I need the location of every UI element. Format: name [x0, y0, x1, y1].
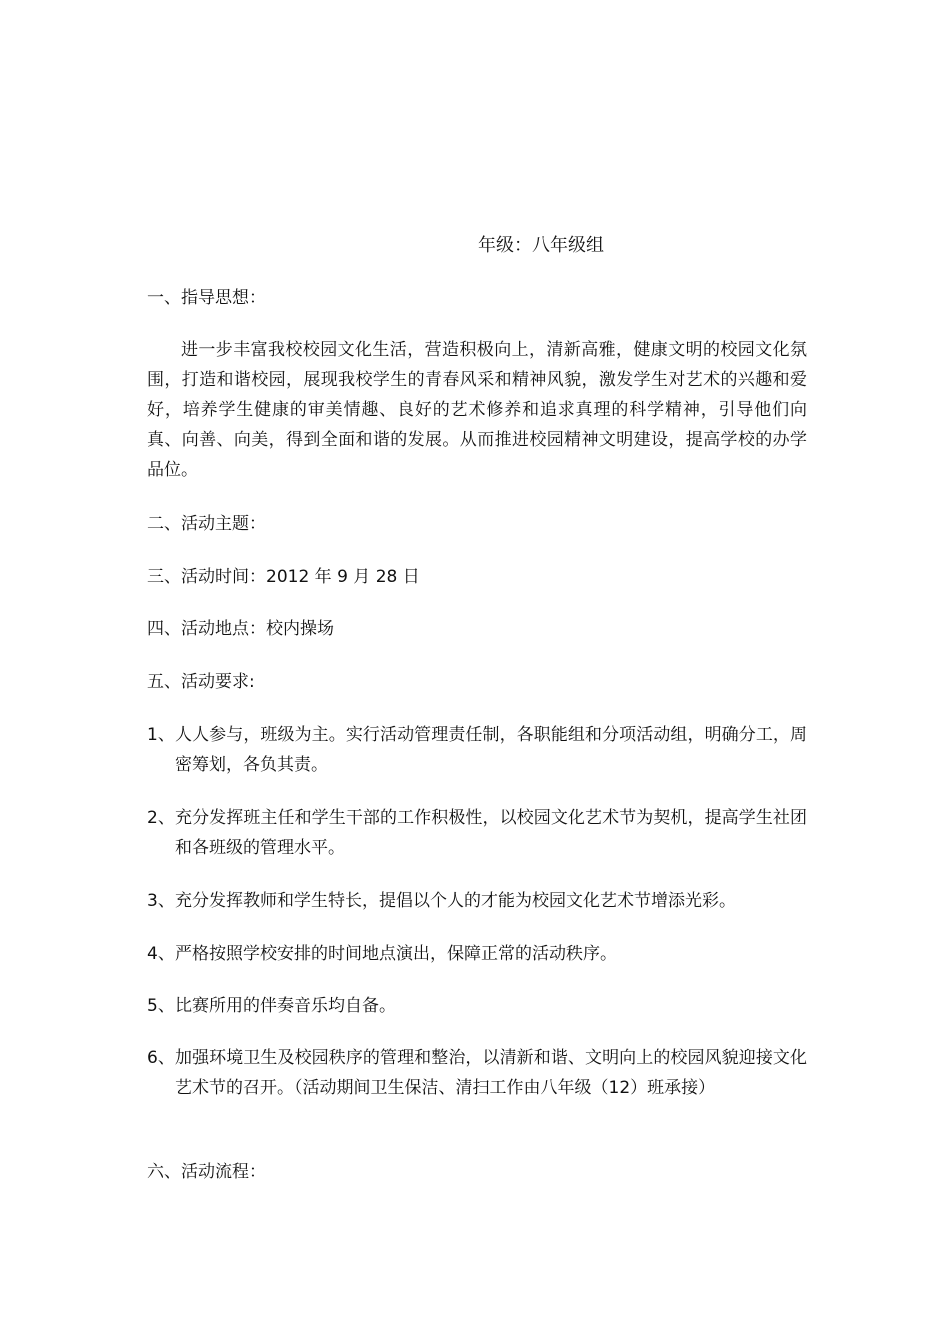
requirement-item: [147, 1043, 807, 1103]
requirement-text: 加强环境卫生及校园秩序的管理和整治，以清新和谐、文明向上的校园风貌迎接文化艺术节的召开。（活动期间卫生保洁、清扫工作由八年级（12）班承接）: [175, 1048, 807, 1098]
grade-line: 年级：八年级组: [478, 235, 604, 256]
guiding-paragraph: 进一步丰富我校校园文化生活，营造积极向上，清新高雅，健康文明的校园文化氛围，打造和谐校园，展现我校学生的青春风采和精神风貌，激发学生对艺术的兴趣和爱好，培养学生健康的审美情趣、良好的艺术修养和追求真理的科学精神，引导他们向真、向善、向美，得到全面和谐的发展。从而推进校园精神文明建设，提高学校的办学品位。: [147, 340, 807, 480]
requirement-number: 6、: [147, 1048, 175, 1068]
requirement-item: [147, 991, 807, 1021]
section-heading-process: 六、活动流程：: [147, 1162, 266, 1182]
requirement-number: 5、: [147, 996, 175, 1016]
requirement-text: 人人参与，班级为主。实行活动管理责任制，各职能组和分项活动组，明确分工，周密筹划，各负其责。: [175, 725, 807, 775]
requirement-text: 充分发挥教师和学生特长，提倡以个人的才能为校园文化艺术节增添光彩。: [175, 891, 736, 911]
requirement-item: [147, 939, 807, 969]
requirement-item: [147, 886, 807, 916]
section-heading-time: 三、活动时间：2012 年 9 月 28 日: [147, 567, 420, 587]
requirement-number: 4、: [147, 944, 175, 964]
requirement-text: 充分发挥班主任和学生干部的工作积极性，以校园文化艺术节为契机，提高学生社团和各班级的管理水平。: [175, 808, 807, 858]
requirement-item: [147, 803, 807, 863]
section-heading-requirements: 五、活动要求:: [147, 672, 255, 692]
section-heading-theme: 二、活动主题：: [147, 514, 266, 534]
requirement-number: 3、: [147, 891, 175, 911]
section-heading-place: 四、活动地点：校内操场: [147, 619, 334, 639]
section-heading-guiding: 一、指导思想：: [147, 288, 266, 308]
requirement-item: [147, 720, 807, 780]
requirement-number: 1、: [147, 725, 175, 745]
requirement-number: 2、: [147, 808, 175, 828]
requirement-text: 比赛所用的伴奏音乐均自备。: [175, 996, 396, 1016]
requirement-text: 严格按照学校安排的时间地点演出，保障正常的活动秩序。: [175, 944, 617, 964]
